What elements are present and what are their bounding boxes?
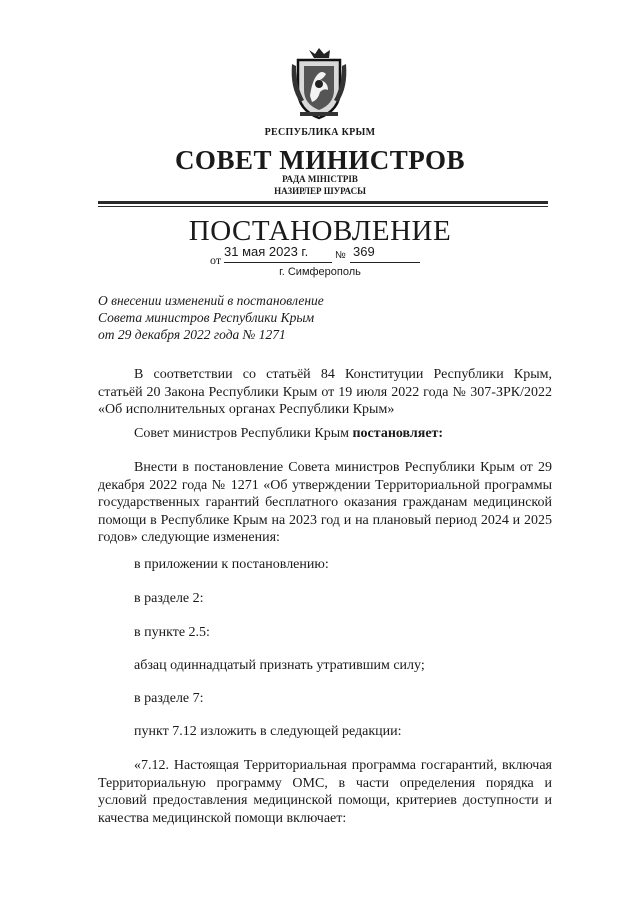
number-prefix: № bbox=[335, 250, 346, 261]
header-rule-thin bbox=[98, 206, 548, 207]
decree-date: 31 мая 2023 г. bbox=[224, 244, 309, 259]
crimea-coat-of-arms-icon bbox=[288, 44, 350, 122]
decree-subject bbox=[98, 292, 418, 343]
number-underline bbox=[350, 262, 420, 263]
subject-line: Совета министров Республики Крым bbox=[98, 310, 315, 325]
date-prefix: от bbox=[210, 253, 222, 267]
council-name-crimean-tatar: НАЗИРЛЕР ШУРАСЫ bbox=[274, 186, 366, 196]
council-name: СОВЕТ МИНИСТРОВ bbox=[174, 145, 466, 175]
republic-name: РЕСПУБЛИКА КРЫМ bbox=[264, 127, 376, 138]
document-type-title: ПОСТАНОВЛЕНИЕ bbox=[188, 215, 452, 247]
subject-line: О внесении изменений в постановление bbox=[98, 293, 324, 308]
resolves-keyword: постановляет: bbox=[352, 426, 444, 441]
quoted-paragraph: «7.12. Настоящая Территориальная программа госгарантий, включая Территориальную программу ОМС, в части определения порядка и условий предоставления медицинской помощи, критериев доступности и качества медицинской помощи включает: bbox=[98, 758, 552, 826]
decree-date-number bbox=[210, 244, 430, 268]
list-item: абзац одиннадцатый признать утратившим силу; bbox=[134, 658, 425, 673]
preamble-paragraph: В соответствии со статьёй 84 Конституции Республики Крым, статьёй 20 Закона Республики Крым от 19 июля 2022 года № 307-ЗРК/2022 «Об исполнительных органах Республики Крым» bbox=[98, 367, 552, 417]
council-name-translations bbox=[0, 173, 640, 197]
resolves-paragraph bbox=[98, 425, 552, 443]
list-item: в приложении к постановлению: bbox=[134, 557, 329, 572]
decree-city: г. Симферополь bbox=[279, 266, 361, 278]
amendment-paragraph: Внести в постановление Совета министров Республики Крым от 29 декабря 2022 года № 1271 «Об утверждении Территориальной программы государственных гарантий бесплатного оказания гражданам медицинской помощи в Республике Крым на 2023 год и на плановый период 2024 и 2025 годов» следующие изменения: bbox=[98, 460, 552, 545]
resolves-text: Совет министров Республики Крым bbox=[134, 426, 353, 441]
list-item: в пункте 2.5: bbox=[134, 625, 210, 640]
date-underline bbox=[224, 262, 332, 263]
council-name-ukrainian: РАДА МІНІСТРІВ bbox=[282, 174, 358, 184]
list-item: в разделе 7: bbox=[134, 691, 204, 706]
header-rule-thick bbox=[98, 201, 548, 204]
decree-number: 369 bbox=[353, 244, 375, 259]
subject-line: от 29 декабря 2022 года № 1271 bbox=[98, 327, 286, 342]
list-item: в разделе 2: bbox=[134, 591, 204, 606]
list-item: пункт 7.12 изложить в следующей редакции: bbox=[134, 724, 402, 739]
